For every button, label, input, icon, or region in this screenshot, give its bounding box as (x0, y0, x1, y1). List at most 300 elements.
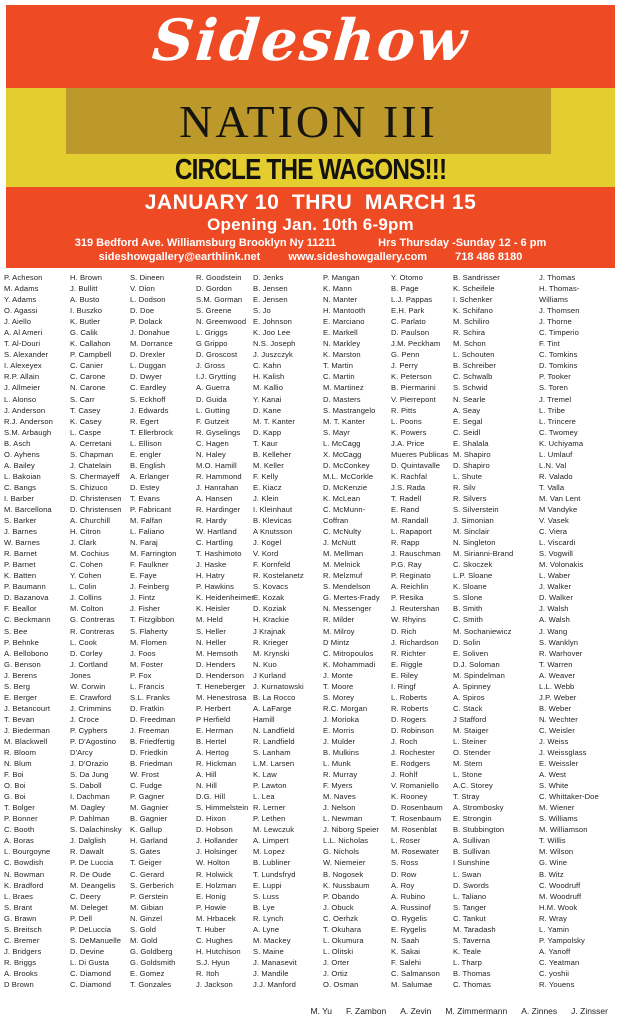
artist-name: J. Walsh (539, 604, 569, 614)
artist-name: C. Viera (539, 527, 568, 537)
artist-name: D. Guida (196, 394, 227, 404)
nation-box (66, 88, 551, 154)
artist-name: M. Dagley (70, 803, 106, 813)
artist-name: P. Campbell (70, 350, 112, 360)
artist-name: G. Benson (4, 659, 41, 669)
artist-name: A. Churchill (70, 516, 111, 526)
artist-name: W. Corwin (70, 681, 106, 691)
artist-name: C. Yeatman (539, 957, 580, 967)
artist-name: R. Lynch (253, 913, 284, 923)
artist-name: A. Cerretani (70, 438, 112, 448)
artist-name: B. Friedman (130, 759, 173, 769)
artist-name: L. Munk (323, 759, 351, 769)
artist-name: W. Hartland (196, 527, 237, 537)
artist-name: R. Wray (539, 913, 567, 923)
artist-name: J. Nelson (323, 803, 356, 813)
artist-name: J. Feinberg (130, 582, 170, 592)
artist-name: P. DeLuccia (70, 924, 112, 934)
artist-name: L. Rapaport (391, 527, 432, 537)
header-red-band (6, 5, 615, 88)
artist-name: K. Schifano (453, 306, 493, 316)
artist-name: H.M. Wook (539, 902, 578, 912)
artist-name: J. Thomsen (539, 306, 580, 316)
artist-name: S. Schwid (453, 383, 488, 393)
artist-name: T. Heneberger (196, 681, 246, 691)
artist-name: N. Blum (4, 759, 32, 769)
artist-name: C. Hagen (196, 438, 229, 448)
artist-name: S. Eckhoff (130, 394, 166, 404)
artist-name: R. Kostelanetz (253, 571, 304, 581)
artist-name: P. Bonner (4, 814, 38, 824)
artist-name: A. Guerra (196, 383, 230, 393)
artist-name: C. Gerard (130, 869, 165, 879)
artist-name: C. Stack (453, 703, 483, 713)
artist-name: J. Orter (323, 957, 350, 967)
artist-columns (4, 272, 614, 990)
artist-name: D. Quintavalle (391, 460, 441, 470)
artist-name: I. Kleinhaut (253, 504, 293, 514)
artist-name: M. Volonakis (539, 560, 584, 570)
artist-name: S.J. Hyun (196, 957, 230, 967)
artist-name: J. Chatelain (70, 460, 112, 470)
artist-name: C. Hughes (196, 935, 233, 945)
artist-name: S. Bee (4, 626, 28, 636)
artist-name: P. Baumann (4, 582, 46, 592)
artist-name: S.L. Franks (130, 692, 170, 702)
artist-name: E. Herman (196, 725, 234, 735)
artist-name: D. Jenks (253, 273, 284, 282)
artist-name: S. White (539, 781, 569, 791)
artist-name: L.L. Webb (539, 681, 575, 691)
artist-name: E. Luppi (253, 880, 282, 890)
artist-name: M. Woodruff (539, 891, 582, 901)
artist-name: I. Barber (4, 493, 35, 503)
artist-name: R.P. Allain (4, 372, 40, 382)
artist-name: M. Salumae (391, 980, 433, 989)
artist-name: P. De Luccia (70, 858, 114, 868)
artist-name: S. Silverstein (453, 504, 499, 514)
artist-column-7 (391, 272, 453, 990)
circle-subtitle-text: CIRCLE THE WAGONS!!! (174, 154, 447, 186)
artist-name: V. Dion (130, 284, 155, 294)
artist-name: B. English (130, 460, 166, 470)
artist-name: K. Mohammadi (323, 659, 376, 669)
artist-name: O. Boi (4, 781, 26, 791)
artist-name: L. Taliano (453, 891, 487, 901)
artist-name: B. Piermarini (391, 383, 436, 393)
artist-name: C. Eardley (130, 383, 167, 393)
artist-name: S. Gerberich (130, 880, 174, 890)
artist-name: J. Donahue (130, 328, 170, 338)
nation-title: NATION III (179, 95, 438, 147)
artist-name: K. Marston (323, 350, 361, 360)
artist-name: D. Dwyer (130, 372, 163, 382)
artist-name: P. D'Agostino (70, 736, 117, 746)
dates-line: JANUARY 10 THRU MARCH 15 (144, 191, 477, 214)
artist-name: J.P. Weber (539, 692, 577, 702)
artist-name: R. Valado (539, 471, 573, 481)
artist-name: L. Swan (453, 869, 482, 879)
artist-name: G. Nichols (323, 847, 360, 857)
artist-column-9 (539, 272, 614, 990)
artist-name: P. Resika (391, 593, 424, 603)
email-text: sideshowgallery@earthlink.net (98, 251, 261, 263)
artist-name: A. Bailey (4, 460, 35, 470)
artist-name: G. Contreras (70, 615, 115, 625)
artist-name: S. Vogwill (539, 549, 573, 559)
artist-name: J. Walker (539, 582, 572, 592)
artist-name: L. Okumura (323, 935, 364, 945)
artist-name: T. Geiger (130, 858, 162, 868)
artist-name: M. Held (196, 615, 223, 625)
artist-name: L. Stone (453, 770, 483, 780)
artist-name: C. Bowdish (4, 858, 44, 868)
artist-name: A. Spiros (453, 692, 485, 702)
artist-name: L. Newman (323, 814, 363, 824)
artist-name: J. Biederman (4, 725, 50, 735)
artist-name: A. Hertog (196, 748, 229, 758)
artist-name: E.H. Park (391, 306, 425, 316)
artist-name: G. Goldsmith (130, 957, 176, 967)
artist-name: N. Carone (70, 383, 106, 393)
artist-name: Y. Kanai (253, 394, 282, 404)
artist-name: J. Mandile (253, 968, 289, 978)
artist-name: E. Kozak (253, 593, 285, 603)
artist-name: O. Osman (323, 980, 359, 989)
artist-name: M. Randall (391, 516, 429, 526)
artist-name: F. Zambon (346, 1006, 387, 1016)
artist-name: D. Hixon (196, 814, 226, 824)
artist-name: R. Gyselings (196, 427, 241, 437)
artist-name: M. Yu (310, 1006, 333, 1016)
artist-name: J. Tremel (539, 394, 572, 404)
artist-name: J. Juszczyk (253, 350, 293, 360)
artist-name: L. Umlauf (539, 449, 573, 459)
artist-name: N. Wechter (539, 714, 578, 724)
artist-name: D. Kapp (253, 427, 282, 437)
circle-subtitle (6, 154, 615, 187)
artist-name: E. Weissler (539, 759, 579, 769)
artist-name: N. Searle (453, 394, 486, 404)
artist-name: B. Gagnier (130, 814, 168, 824)
artist-name: M. Krynski (253, 648, 290, 658)
artist-name: H. Mantooth (323, 306, 366, 316)
artist-name: W. Frost (130, 770, 160, 780)
artist-name: J. Aiello (4, 317, 32, 327)
artist-name: L. McCagg (323, 438, 361, 448)
artist-name: R. Pitts (391, 405, 417, 415)
artist-name: L.P. Sloane (453, 571, 493, 581)
artist-name: J. Rohlf (391, 770, 418, 780)
artist-name: K. Nussbaum (323, 880, 370, 890)
artist-name: F. Faulkner (130, 560, 169, 570)
artist-name: B. Lye (253, 902, 275, 912)
artist-name: M. Flomen (130, 637, 167, 647)
artist-name: P. Howie (196, 902, 227, 912)
artist-name: D. Koziak (253, 604, 287, 614)
artist-name: N. Markley (323, 339, 361, 349)
artist-name: L. Roberts (391, 692, 428, 702)
artist-name: T. Kaur (253, 438, 278, 448)
artist-name: B. Hertel (196, 736, 227, 746)
artist-name: A. Al Ameri (4, 328, 43, 338)
artist-name: K. Sakai (391, 946, 421, 956)
artist-name: L. Trincere (539, 416, 576, 426)
artist-name: N. Manter (323, 295, 358, 305)
artist-name: C. Seidl (453, 427, 481, 437)
artist-name: Williams (539, 295, 569, 305)
artist-name: H. Thomas- (539, 284, 580, 294)
artist-name: C. Diamond (70, 968, 112, 978)
artist-name: R. Hardinger (196, 504, 241, 514)
artist-name: A. Yanoff (539, 946, 571, 956)
artist-name: S. Heller (196, 626, 227, 636)
artist-name: I.J. Grytting (196, 372, 237, 382)
artist-name: G. Boi (4, 792, 26, 802)
artist-name: A. Russinof (391, 902, 431, 912)
artist-name: P. Acheson (4, 273, 43, 282)
artist-name: G. Penn (391, 350, 420, 360)
artist-name: J. McNutt (323, 538, 356, 548)
artist-name: P. Barnet (4, 560, 36, 570)
artist-name: B. Stubbington (453, 825, 505, 835)
artist-name: T. Radell (391, 493, 422, 503)
artist-name: M.L. McCorkle (323, 471, 374, 481)
artist-name: C. McNulty (323, 527, 362, 537)
artist-name: R.J. Anderson (4, 416, 53, 426)
artist-name: I. Buszko (70, 306, 103, 316)
artist-name: B. Friedfertig (130, 736, 175, 746)
artist-name: J. Mulder (323, 736, 356, 746)
artist-name: K. Casey (70, 416, 102, 426)
artist-name: L. Alonso (4, 394, 37, 404)
artist-name: B. Lubliner (253, 858, 291, 868)
artist-name: L. Braes (4, 891, 34, 901)
artist-name: D. Swords (453, 880, 489, 890)
artist-name: R. Barnet (4, 549, 37, 559)
artist-name: M. Farrington (130, 549, 177, 559)
artist-name: J. Clark (70, 538, 97, 548)
artist-name: P. Mangan (323, 273, 360, 282)
artist-name: M. Sinclair (453, 527, 490, 537)
artist-name: J. D'Orazio (70, 759, 109, 769)
artist-name: D. Corley (70, 648, 103, 658)
artist-name: L. Griggs (196, 328, 228, 338)
artist-name: J.M. Peckham (391, 339, 441, 349)
artist-name: V. Pierrepont (391, 394, 436, 404)
artist-name: J. Gross (196, 361, 226, 371)
artist-name: C. Tomkins (539, 350, 578, 360)
artist-name: D. Row (391, 869, 417, 879)
artist-name: B. Kelleher (253, 449, 292, 459)
artist-name: M. Adams (4, 284, 39, 294)
artist-name: M. Falfan (130, 516, 163, 526)
artist-name: T. Stray (453, 792, 480, 802)
artist-name: D. Estey (130, 482, 160, 492)
artist-name: S. Taverna (453, 935, 491, 945)
artist-name: J. Wang (539, 626, 568, 636)
artist-name: E. Shalala (453, 438, 489, 448)
artist-name: L.M. Larsen (253, 759, 295, 769)
artist-name: S. Daboll (70, 781, 102, 791)
artist-name: R. Milder (323, 615, 355, 625)
artist-name: E. Honig (196, 891, 226, 901)
artist-name: S. Wanklyn (539, 637, 579, 647)
artist-name: D. Rosenbaum (391, 803, 443, 813)
artist-name: M. Schon (453, 339, 486, 349)
artist-name: K. Powers (391, 427, 427, 437)
artist-name: E. Gomez (130, 968, 165, 978)
artist-name: T. Ellerbrock (130, 427, 174, 437)
artist-name: J. Freeman (130, 725, 170, 735)
artist-name: S. Chermayeff (70, 471, 120, 481)
artist-column-2 (70, 272, 130, 990)
artist-name: S.M. Gorman (196, 295, 243, 305)
artist-name: A. Hansen (196, 493, 233, 503)
artist-name: C. Deery (70, 891, 101, 901)
artist-name: J. Niborg Speier (323, 825, 380, 835)
artist-name: J. Manasevit (253, 957, 297, 967)
artist-name: L. Duggan (130, 361, 166, 371)
artist-name: A. Hill (196, 770, 217, 780)
artist-name: F. Tint (539, 339, 560, 349)
artist-name: M. Stern (453, 759, 483, 769)
artist-name: I. Alexeyex (4, 361, 42, 371)
artist-name: P. Behnke (4, 637, 39, 647)
artist-name: D. McConkey (323, 460, 370, 470)
artist-name: A. Zevin (400, 1006, 432, 1016)
artist-name: I. Ringf (391, 681, 416, 691)
artist-name: N. Greenwood (196, 317, 247, 327)
artist-name: J. Crimmins (70, 703, 112, 713)
artist-name: P. Reginato (391, 571, 431, 581)
artist-name: J. Fintz (130, 593, 156, 603)
artist-name: C. Woodruff (539, 880, 581, 890)
artist-name: J. Hanrahan (196, 482, 239, 492)
artist-column-8 (453, 272, 539, 990)
artist-name: B. Nogosek (323, 869, 364, 879)
artist-name: K. Batten (4, 571, 37, 581)
artist-name: B. Jensen (253, 284, 288, 294)
artist-name: B. Page (391, 284, 419, 294)
artist-name: P. Lethen (253, 814, 286, 824)
artist-name: K. Joo Lee (253, 328, 291, 338)
artist-name: P. Cyphers (70, 725, 108, 735)
artist-name: A. Sullivan (453, 836, 490, 846)
artist-name: K. Scheifele (453, 284, 495, 294)
artist-name: E. Jensen (253, 295, 288, 305)
orange-band (6, 187, 615, 268)
artist-name: K. Callahon (70, 339, 111, 349)
artist-name: M. Sirianni-Brand (453, 549, 514, 559)
artist-name: A. Limpert (253, 836, 289, 846)
artist-name: N.S. Joseph (253, 339, 296, 349)
artist-name: S. DeManuelle (70, 935, 122, 945)
artist-name: J. Klein (253, 493, 279, 503)
artist-name: J. Bridgers (4, 946, 42, 956)
artist-name: M. Staiger (453, 725, 489, 735)
artist-name: D. Freedman (130, 714, 176, 724)
artist-name: T. Bevan (4, 714, 35, 724)
artist-name: C. Bangs (4, 482, 37, 492)
artist-name: L.N. Val (539, 460, 567, 470)
artist-name: J. Anderson (4, 405, 46, 415)
artist-name: L. Faliano (130, 527, 165, 537)
artist-name: M. Shapiro (453, 449, 491, 459)
artist-name: P. Gagner (130, 792, 165, 802)
artist-name: M. Hemsoth (196, 648, 238, 658)
artist-name: R. Krieger (253, 637, 289, 647)
artist-name: T. Rosenbaum (391, 814, 442, 824)
artist-name: M. Sochaniewicz (453, 626, 512, 636)
artist-name: P. Yampolsky (539, 935, 585, 945)
artist-column-1 (4, 272, 70, 990)
artist-name: E. Soliven (453, 648, 489, 658)
artist-name: L. Ellison (130, 438, 162, 448)
artist-name: T. Martin (323, 361, 354, 371)
artist-name: D. Christensen (70, 504, 122, 514)
artist-name: J Stafford (453, 714, 487, 724)
artist-name: D'Arcy (70, 748, 93, 758)
artist-name: P.G. Ray (391, 560, 422, 570)
artist-name: M. Gold (130, 935, 158, 945)
artist-name: S. Tanger (453, 902, 487, 912)
artist-name: O. Agassi (4, 306, 38, 316)
artist-name: K. McLean (323, 493, 361, 503)
artist-name: N. Haley (196, 449, 226, 459)
artist-name: F. Kornfeld (253, 560, 291, 570)
artist-name: I. Dachman (70, 792, 110, 802)
artist-name: A. Bellobono (4, 648, 49, 658)
artist-name: K. Butler (70, 317, 101, 327)
artist-name: S. Williams (539, 814, 578, 824)
artist-name: J. Bullitt (70, 284, 98, 294)
artist-name: S. Chizuco (70, 482, 108, 492)
artist-name: M. Colton (70, 604, 104, 614)
artist-name: L. Caspe (70, 427, 102, 437)
artist-name: A. Lyne (253, 924, 280, 934)
artist-name: C. Timperio (539, 328, 579, 338)
artist-name: P. Lawton (253, 781, 287, 791)
artist-name: A. Rubino (391, 891, 426, 901)
artist-name: S. Carr (70, 394, 95, 404)
artist-name: R. Bloom (4, 748, 37, 758)
artist-name: S. Barker (4, 516, 37, 526)
artist-name: D. Fratkin (130, 703, 164, 713)
artist-name: C. Schwalb (453, 372, 493, 382)
artist-name: L. Shute (453, 471, 483, 481)
artist-name: T. Moore (323, 681, 354, 691)
artist-name: M. Gagnier (130, 803, 169, 813)
artist-name: T. Okuhara (323, 924, 362, 934)
artist-name: L. Bourgoyne (4, 847, 51, 857)
artist-name: E. Holzman (196, 880, 237, 890)
artist-name: O. Ayhens (4, 449, 40, 459)
artist-name: R. De Oude (70, 869, 112, 879)
artist-name: E. Morris (323, 725, 355, 735)
artist-name: I. Schenker (453, 295, 493, 305)
artist-name: R. Hardy (196, 516, 227, 526)
artist-name: J. Hollander (196, 836, 238, 846)
artist-name: A. Seay (453, 405, 481, 415)
artist-name: A. Reichlin (391, 582, 429, 592)
artist-name: M. Cochius (70, 549, 109, 559)
artist-name: V. Vasek (539, 516, 569, 526)
artist-name: L. Roser (391, 836, 421, 846)
artist-name: L. Francis (130, 681, 165, 691)
yellow-band (6, 88, 615, 187)
artist-name: T. Valla (539, 482, 565, 492)
